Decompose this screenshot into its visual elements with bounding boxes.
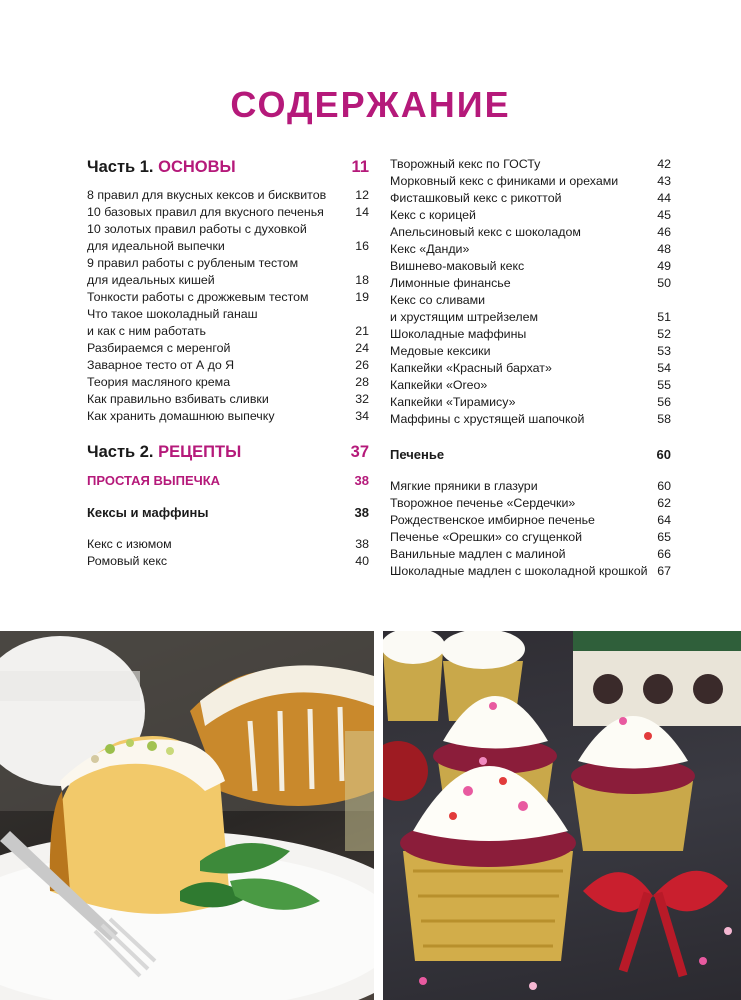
entry-title: и как с ним работать	[87, 324, 206, 338]
entry-page-number: 62	[657, 496, 671, 510]
entry-page-number: 34	[355, 409, 369, 423]
entry-title: Ванильные мадлен с малиной	[390, 547, 566, 561]
toc-entry[interactable]	[390, 360, 671, 377]
toc-entry[interactable]	[390, 377, 671, 394]
part1-title	[87, 156, 236, 178]
toc-entry[interactable]	[390, 546, 671, 563]
entry-page-number: 24	[355, 341, 369, 355]
entry-title: Кекс с корицей	[390, 208, 476, 222]
entry-title: Заварное тесто от А до Я	[87, 358, 235, 372]
entry-title: Лимонные финансье	[390, 276, 511, 290]
toc-entry[interactable]	[87, 340, 369, 357]
cakes-entries	[87, 536, 369, 570]
toc-entry[interactable]	[390, 207, 671, 224]
cupcakes-illustration	[383, 631, 741, 1000]
toc-right-column	[390, 156, 671, 580]
cookies-heading[interactable]	[390, 446, 671, 463]
entry-title: Капкейки «Тирамису»	[390, 395, 516, 409]
toc-entry[interactable]	[87, 374, 369, 391]
entry-page-number: 21	[355, 324, 369, 338]
toc-entry[interactable]	[390, 394, 671, 411]
entry-title: Творожный кекс по ГОСТу	[390, 157, 541, 171]
entry-title: Разбираемся с меренгой	[87, 341, 231, 355]
toc-entry[interactable]	[87, 187, 369, 204]
entry-title: Кекс со сливами	[390, 293, 486, 307]
entry-page-number: 64	[657, 513, 671, 527]
entry-title: 9 правил работы с рубленым тестом	[87, 256, 299, 270]
toc-entry[interactable]	[87, 357, 369, 374]
entry-title: Шоколадные мадлен с шоколадной крошкой	[390, 564, 648, 578]
entry-title: Маффины с хрустящей шапочкой	[390, 412, 585, 426]
entry-page-number: 60	[657, 479, 671, 493]
toc-entry[interactable]	[390, 512, 671, 529]
entry-title: Капкейки «Oreo»	[390, 378, 488, 392]
entry-title: 8 правил для вкусных кексов и бисквитов	[87, 188, 327, 202]
entry-title: 10 золотых правил работы с духовкой	[87, 222, 307, 236]
toc-entry[interactable]	[87, 204, 369, 221]
toc-entry[interactable]	[390, 529, 671, 546]
entry-title: Фисташковый кекс с рикоттой	[390, 191, 562, 205]
part2-page: 37	[350, 443, 369, 461]
cupcakes-photo	[383, 631, 741, 1000]
toc-entry[interactable]	[87, 238, 369, 255]
toc-left-column	[87, 156, 369, 570]
toc-entry[interactable]	[390, 258, 671, 275]
entry-title: Кекс «Данди»	[390, 242, 470, 256]
cakes-muffins-heading[interactable]	[87, 504, 369, 521]
simple-baking-heading[interactable]	[87, 472, 369, 489]
entry-page-number: 67	[657, 564, 671, 578]
entry-page-number: 16	[355, 239, 369, 253]
entry-title: Кекс с изюмом	[87, 537, 172, 551]
entry-title: Морковный кекс с финиками и орехами	[390, 174, 619, 188]
part1-page: 11	[351, 158, 369, 176]
part2-prefix: Часть 2.	[87, 443, 159, 461]
entry-page-number: 58	[657, 412, 671, 426]
toc-entry[interactable]	[390, 309, 671, 326]
entry-page-number: 19	[355, 290, 369, 304]
part2-title	[87, 441, 241, 463]
entry-title: 10 базовых правил для вкусного печенья	[87, 205, 324, 219]
part2-name: РЕЦЕПТЫ	[158, 443, 242, 461]
toc-entry[interactable]	[87, 536, 369, 553]
entry-title: Тонкости работы с дрожжевым тестом	[87, 290, 309, 304]
entry-page-number: 26	[355, 358, 369, 372]
entry-title: для идеальных кишей	[87, 273, 215, 287]
entry-page-number: 42	[657, 157, 671, 171]
part1-heading[interactable]	[87, 156, 369, 178]
entry-page-number: 38	[355, 537, 369, 551]
entry-title: и хрустящим штрейзелем	[390, 310, 539, 324]
toc-entry[interactable]	[390, 190, 671, 207]
entry-title: Вишнево-маковый кекс	[390, 259, 525, 273]
cakes-entries-continued	[390, 156, 671, 428]
entry-page-number: 32	[355, 392, 369, 406]
entry-title: Как хранить домашнюю выпечку	[87, 409, 275, 423]
entry-title: для идеальной выпечки	[87, 239, 225, 253]
cakes-muffins-page: 38	[354, 505, 369, 520]
entry-page-number: 55	[657, 378, 671, 392]
toc-entry[interactable]	[87, 289, 369, 306]
cookies-entries	[390, 478, 671, 580]
entry-title: Шоколадные маффины	[390, 327, 527, 341]
toc-entry[interactable]	[390, 173, 671, 190]
entry-page-number: 14	[355, 205, 369, 219]
entry-page-number: 48	[657, 242, 671, 256]
entry-page-number: 51	[657, 310, 671, 324]
entry-title: Творожное печенье «Сердечки»	[390, 496, 576, 510]
entry-title: Ромовый кекс	[87, 554, 168, 568]
simple-baking-page: 38	[354, 473, 369, 488]
part1-entries	[87, 187, 369, 425]
toc-entry[interactable]	[390, 275, 671, 292]
toc-entry[interactable]	[390, 563, 671, 580]
entry-page-number: 44	[657, 191, 671, 205]
cookies-label: Печенье	[390, 447, 445, 462]
toc-entry[interactable]	[87, 272, 369, 289]
simple-baking-label: ПРОСТАЯ ВЫПЕЧКА	[87, 473, 221, 488]
toc-entry[interactable]	[390, 478, 671, 495]
entry-page-number: 28	[355, 375, 369, 389]
entry-title: Теория масляного крема	[87, 375, 231, 389]
entry-title: Апельсиновый кекс с шоколадом	[390, 225, 581, 239]
toc-entry[interactable]	[87, 391, 369, 408]
toc-entry[interactable]	[390, 241, 671, 258]
entry-page-number: 46	[657, 225, 671, 239]
entry-page-number: 65	[657, 530, 671, 544]
cookies-page: 60	[656, 447, 671, 462]
toc-entry[interactable]	[390, 224, 671, 241]
entry-page-number: 66	[657, 547, 671, 561]
toc-entry[interactable]	[390, 495, 671, 512]
entry-page-number: 18	[355, 273, 369, 287]
entry-title: Что такое шоколадный ганаш	[87, 307, 258, 321]
entry-page-number: 52	[657, 327, 671, 341]
entry-page-number: 40	[355, 554, 369, 568]
toc-entry[interactable]	[87, 221, 369, 238]
entry-page-number: 53	[657, 344, 671, 358]
toc-entry[interactable]	[87, 553, 369, 570]
part2-heading[interactable]	[87, 441, 369, 463]
entry-title: Печенье «Орешки» со сгущенкой	[390, 530, 583, 544]
entry-page-number: 56	[657, 395, 671, 409]
bundt-cake-illustration	[0, 631, 374, 1000]
page-title: СОДЕРЖАНИЕ	[230, 84, 511, 125]
entry-page-number: 45	[657, 208, 671, 222]
entry-page-number: 50	[657, 276, 671, 290]
entry-title: Медовые кексики	[390, 344, 491, 358]
entry-page-number: 49	[657, 259, 671, 273]
toc-entry[interactable]	[87, 323, 369, 340]
entry-page-number: 54	[657, 361, 671, 375]
part1-prefix: Часть 1.	[87, 158, 159, 176]
part1-name: ОСНОВЫ	[158, 158, 236, 176]
entry-title: Как правильно взбивать сливки	[87, 392, 269, 406]
toc-entry[interactable]	[87, 408, 369, 425]
toc-entry[interactable]	[390, 326, 671, 343]
toc-entry[interactable]	[87, 306, 369, 323]
toc-entry[interactable]	[390, 156, 671, 173]
bundt-cake-photo	[0, 631, 374, 1000]
entry-title: Рождественское имбирное печенье	[390, 513, 595, 527]
toc-entry[interactable]	[390, 343, 671, 360]
entry-title: Мягкие пряники в глазури	[390, 479, 538, 493]
toc-entry[interactable]	[87, 255, 369, 272]
cakes-muffins-label: Кексы и маффины	[87, 505, 209, 520]
entry-title: Капкейки «Красный бархат»	[390, 361, 552, 375]
entry-page-number: 12	[355, 188, 369, 202]
entry-page-number: 43	[657, 174, 671, 188]
toc-entry[interactable]	[390, 292, 671, 309]
toc-entry[interactable]	[390, 411, 671, 428]
